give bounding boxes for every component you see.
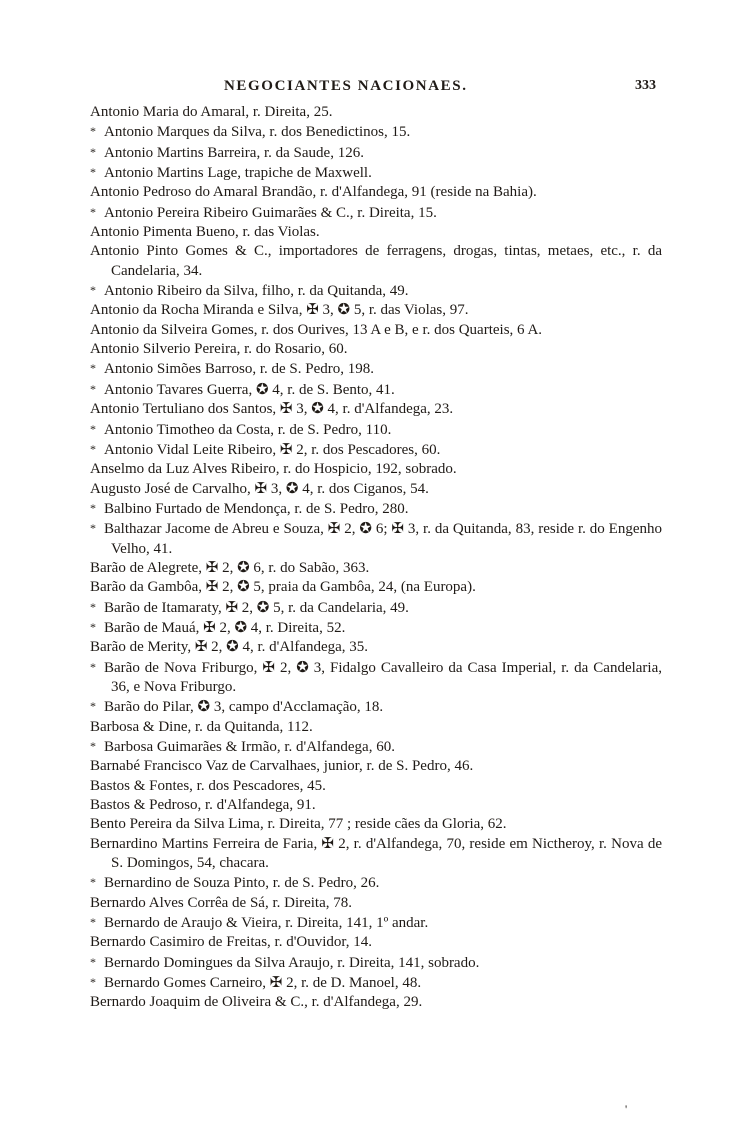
list-item [90, 321, 662, 340]
entry-text: Antonio Maria do Amaral, r. Direita, 25. [90, 104, 333, 120]
asterisk-marker: * [90, 659, 96, 674]
asterisk-marker: * [90, 361, 96, 376]
asterisk-marker: * [90, 599, 96, 614]
list-item [90, 777, 662, 796]
list-item [90, 559, 662, 578]
entry-text: Bernardino de Souza Pinto, r. de S. Pedro, 26. [104, 875, 380, 892]
asterisk-marker: * [90, 699, 96, 714]
list-item [90, 697, 662, 717]
entry-text: Antonio Tertuliano dos Santos, ✠ 3, ✪ 4, r. d'Alfandega, 23. [90, 401, 454, 418]
entry-text: Bernardo Joaquim de Oliveira & C., r. d'Alfandega, 29. [90, 994, 423, 1011]
entry-text: Bernardo Gomes Carneiro, ✠ 2, r. de D. Manoel, 48. [104, 975, 422, 992]
list-item [90, 718, 662, 737]
asterisk-marker: * [90, 421, 96, 436]
list-item [90, 223, 662, 242]
entry-text: Antonio Pimenta Bueno, r. das Violas. [90, 224, 320, 241]
list-item [90, 815, 662, 834]
entry-text: Bernardo Alves Corrêa de Sá, r. Direita, 78. [90, 894, 353, 911]
list-item [90, 499, 662, 519]
list-item [90, 103, 662, 122]
entry-text: Antonio Tavares Guerra, ✪ 4, r. de S. Bento, 41. [104, 381, 395, 398]
entry-text: Antonio Ribeiro da Silva, filho, r. da Quitanda, 49. [104, 283, 409, 300]
list-item [90, 598, 662, 618]
entry-text: Bernardo de Araujo & Vieira, r. Direita, 141, 1º andar. [104, 915, 429, 932]
entry-text: Bernardo Casimiro de Freitas, r. d'Ouvidor, 14. [90, 934, 373, 951]
page-number: 333 [635, 78, 656, 93]
list-item [90, 460, 662, 479]
merchant-list [90, 103, 662, 1013]
list-item [90, 340, 662, 359]
list-item [90, 143, 662, 163]
list-item [90, 380, 662, 400]
entry-text: Antonio Martins Barreira, r. da Saude, 126. [104, 144, 364, 161]
entry-text: Barão de Alegrete, ✠ 2, ✪ 6, r. do Sabão, 363. [90, 559, 370, 576]
asterisk-marker: * [90, 165, 96, 180]
list-item [90, 203, 662, 223]
list-item [90, 618, 662, 638]
entry-text: Balbino Furtado de Mendonça, r. de S. Pedro, 280. [104, 500, 409, 517]
entry-text: Barão de Merity, ✠ 2, ✪ 4, r. d'Alfandega, 35. [90, 639, 369, 656]
entry-text: Antonio Pedroso do Amaral Brandão, r. d'Alfandega, 91 (reside na Bahia). [90, 184, 537, 201]
entry-text: Antonio Martins Lage, trapiche de Maxwell. [104, 165, 372, 182]
entry-text: Antonio Pereira Ribeiro Guimarães & C., r. Direita, 15. [104, 204, 437, 221]
entry-text: Barão de Itamaraty, ✠ 2, ✪ 5, r. da Candelaria, 49. [104, 599, 409, 616]
entry-text: Antonio da Rocha Miranda e Silva, ✠ 3, ✪ 5, r. das Violas, 97. [90, 302, 469, 319]
entry-text: Bastos & Pedroso, r. d'Alfandega, 91. [90, 797, 316, 814]
entry-text: Barão da Gambôa, ✠ 2, ✪ 5, praia da Gambôa, 24, (na Europa). [90, 579, 476, 596]
entry-text: Antonio da Silveira Gomes, r. dos Ourives, 13 A e B, e r. dos Quarteis, 6 A. [90, 321, 543, 338]
asterisk-marker: * [90, 915, 96, 930]
entry-text: Barão do Pilar, ✪ 3, campo d'Acclamação, 18. [104, 699, 384, 716]
entry-text: Barão de Nova Friburgo, ✠ 2, ✪ 3, Fidalgo Cavalleiro da Casa Imperial, r. da Candelaria, 36, e Nova Friburgo. [104, 659, 662, 695]
asterisk-marker: * [90, 875, 96, 890]
list-item [90, 835, 662, 874]
entry-text: Barnabé Francisco Vaz de Carvalhaes, junior, r. de S. Pedro, 46. [90, 758, 474, 775]
entry-text: Antonio Simões Barroso, r. de S. Pedro, 198. [104, 361, 374, 378]
page-title: NEGOCIANTES NACIONAES. [224, 78, 468, 94]
asterisk-marker: * [90, 204, 96, 219]
list-item [90, 953, 662, 973]
list-item [90, 242, 662, 281]
asterisk-marker: * [90, 975, 96, 990]
list-item [90, 913, 662, 933]
entry-text: Antonio Timotheo da Costa, r. de S. Pedro, 110. [104, 421, 392, 438]
list-item [90, 578, 662, 597]
entry-text: Barbosa Guimarães & Irmão, r. d'Alfandega, 60. [104, 739, 395, 755]
list-item [90, 359, 662, 379]
list-item [90, 638, 662, 657]
list-item [90, 519, 662, 559]
entry-text: Augusto José de Carvalho, ✠ 3, ✪ 4, r. dos Ciganos, 54. [90, 480, 429, 497]
entry-text: Bastos & Fontes, r. dos Pescadores, 45. [90, 777, 326, 794]
list-item [90, 440, 662, 460]
stray-mark: ' [625, 1102, 628, 1116]
list-item [90, 873, 662, 893]
asterisk-marker: * [90, 144, 96, 159]
asterisk-marker: * [90, 500, 96, 515]
entry-text: Antonio Marques da Silva, r. dos Benedictinos, 15. [104, 124, 411, 141]
list-item [90, 757, 662, 776]
entry-text: Bernardino Martins Ferreira de Faria, ✠ 2, r. d'Alfandega, 70, reside em Nictheroy, r. Nova de S. Domingos, 54, chacara. [90, 835, 662, 872]
list-item [90, 183, 662, 202]
list-item [90, 993, 662, 1012]
list-item [90, 737, 662, 757]
list-item [90, 894, 662, 913]
entry-text: Anselmo da Luz Alves Ribeiro, r. do Hospicio, 192, sobrado. [90, 461, 457, 478]
asterisk-marker: * [90, 441, 96, 456]
list-item [90, 933, 662, 952]
list-item [90, 301, 662, 320]
list-item [90, 163, 662, 183]
asterisk-marker: * [90, 124, 96, 139]
entry-text: Barbosa & Dine, r. da Quitanda, 112. [90, 718, 313, 735]
list-item [90, 796, 662, 815]
list-item [90, 420, 662, 440]
list-item [90, 281, 662, 301]
entry-text: Bento Pereira da Silva Lima, r. Direita, 77 ; reside cães da Gloria, 62. [90, 816, 507, 833]
entry-text: Antonio Pinto Gomes & C., importadores de ferragens, drogas, tintas, metaes, etc., r. da Candelaria, 34. [90, 243, 662, 279]
entry-text: Bernardo Domingues da Silva Araujo, r. Direita, 141, sobrado. [104, 954, 480, 971]
entry-text: Antonio Silverio Pereira, r. do Rosario, 60. [90, 341, 348, 358]
asterisk-marker: * [90, 381, 96, 396]
asterisk-marker: * [90, 954, 96, 969]
entry-text: Barão de Mauá, ✠ 2, ✪ 4, r. Direita, 52. [104, 619, 346, 636]
asterisk-marker: * [90, 619, 96, 634]
asterisk-marker: * [90, 739, 96, 753]
entry-text: Antonio Vidal Leite Ribeiro, ✠ 2, r. dos Pescadores, 60. [104, 441, 441, 458]
asterisk-marker: * [90, 521, 96, 536]
running-head [96, 74, 656, 102]
list-item [90, 400, 662, 419]
list-item [90, 973, 662, 993]
entry-text: Balthazar Jacome de Abreu e Souza, ✠ 2, ✪ 6; ✠ 3, r. da Quitanda, 83, reside r. do Engenho Velho, 41. [104, 521, 662, 557]
list-item [90, 122, 662, 142]
list-item [90, 480, 662, 499]
asterisk-marker: * [90, 283, 96, 298]
list-item [90, 658, 662, 698]
